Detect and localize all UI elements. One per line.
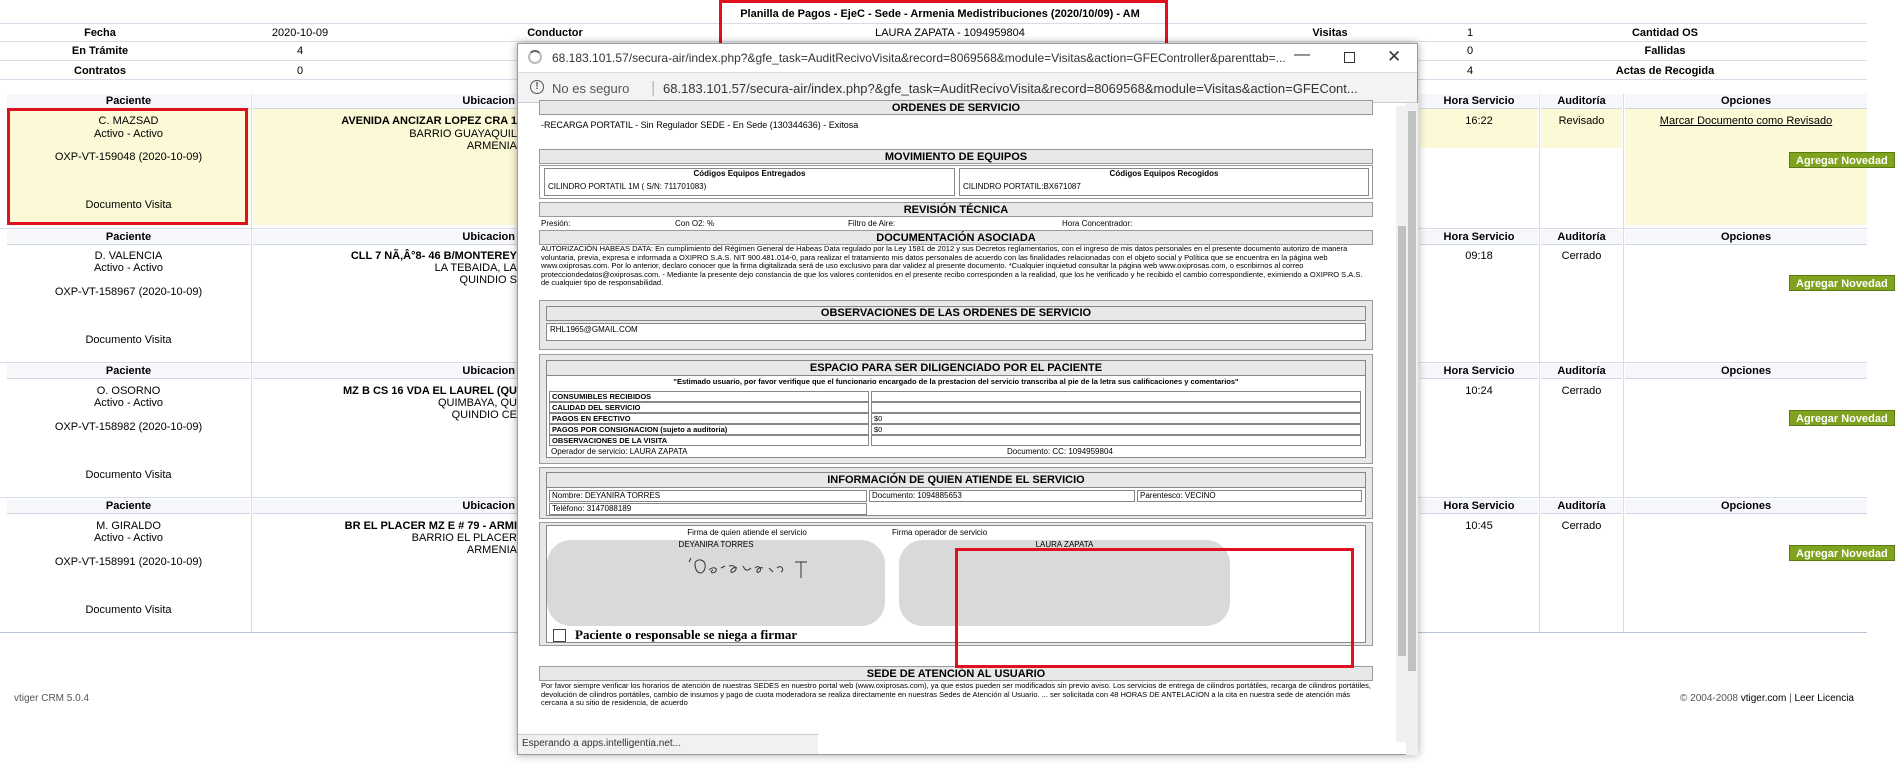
address-line-3: QUINDIO S: [459, 274, 517, 286]
planilla-title: Planilla de Pagos - EjeC - Sede - Armenia Medistribuciones (2020/10/09) - AM: [740, 8, 1140, 20]
contratos-label: Contratos: [74, 65, 126, 77]
patient-name: D. VALENCIA: [94, 250, 163, 262]
patient-status: Activo - Activo: [93, 397, 164, 409]
fecha-label: Fecha: [84, 27, 116, 39]
footer-vtiger-link[interactable]: vtiger.com: [1740, 693, 1787, 704]
con-o2-label: Con O2: %: [675, 219, 715, 228]
visitas-value: 1: [1466, 27, 1474, 39]
firma-atiende-name: DEYANIRA TORRES: [678, 540, 754, 549]
patient-status: Activo - Activo: [93, 128, 164, 140]
espacio-row-value: [871, 391, 1361, 402]
col-opciones-3: Opciones: [1625, 364, 1867, 379]
address-url: 68.183.101.57/secura-air/index.php?&gfe_task=AuditRecivoVisita&record=8069568&module=Visitas&action=GFECont...: [663, 81, 1358, 96]
ordenes-title: ORDENES DE SERVICIO: [539, 100, 1373, 115]
patient-status: Activo - Activo: [93, 262, 164, 274]
presion-label: Presión:: [541, 219, 571, 228]
agregar-novedad-button[interactable]: Agregar Novedad: [1789, 152, 1895, 168]
niega-checkbox[interactable]: [553, 629, 566, 642]
entregados-label: Códigos Equipos Entregados: [693, 169, 806, 178]
movimiento-title: MOVIMIENTO DE EQUIPOS: [539, 149, 1373, 164]
espacio-row-label: OBSERVACIONES DE LA VISITA: [549, 435, 869, 446]
telefono-field: Teléfono: 3147088189: [549, 503, 867, 515]
signature-drawing: [685, 554, 825, 590]
col-ubicacion-4: Ubicacion: [253, 499, 521, 514]
col-hora-4: Hora Servicio: [1420, 499, 1538, 514]
patient-code: OXP-VT-158967 (2020-10-09): [54, 286, 203, 298]
espacio-row-value: [871, 402, 1361, 413]
col-auditoria-3: Auditoría: [1541, 364, 1622, 379]
patient-name: M. GIRALDO: [96, 520, 161, 532]
agregar-novedad-button[interactable]: Agregar Novedad: [1789, 410, 1895, 426]
address-line-2: BARRIO GUAYAQUIL: [409, 128, 517, 140]
not-secure-label: No es seguro: [552, 81, 630, 96]
en-tramite-value: 4: [296, 45, 304, 57]
address-line-1: MZ B CS 16 VDA EL LAUREL (QU: [343, 385, 517, 397]
col-hora-2: Hora Servicio: [1420, 230, 1538, 245]
col-hora-3: Hora Servicio: [1420, 364, 1538, 379]
conductor-label: Conductor: [527, 27, 583, 39]
espacio-row: [549, 391, 1363, 402]
espacio-row: [549, 435, 1363, 446]
minimize-icon[interactable]: —: [1294, 46, 1310, 63]
documento-visita-link[interactable]: Documento Visita: [85, 469, 172, 481]
fallidas-value: 0: [1466, 45, 1474, 57]
en-tramite-label: En Trámite: [71, 45, 129, 57]
observaciones-title: OBSERVACIONES DE LAS ORDENES DE SERVICIO: [546, 306, 1366, 321]
fecha-value: 2020-10-09: [271, 27, 329, 39]
warning-icon[interactable]: !: [530, 80, 544, 94]
status-bar: Esperando a apps.intelligentia.net...: [518, 734, 818, 754]
outer-scrollbar[interactable]: [1406, 103, 1418, 755]
col-ubicacion-2: Ubicacion: [253, 230, 521, 245]
patient-code: OXP-VT-158982 (2020-10-09): [54, 421, 203, 433]
espacio-row-value: $0: [871, 424, 1361, 435]
maximize-icon[interactable]: [1344, 52, 1355, 63]
signature-pad-atiende[interactable]: [547, 540, 885, 626]
address-line-3: ARMENIA: [466, 544, 517, 556]
fallidas-label: Fallidas: [1644, 45, 1686, 57]
col-opciones-1: Opciones: [1625, 94, 1867, 109]
documento-visita-link[interactable]: Documento Visita: [85, 604, 172, 616]
espacio-row: [549, 413, 1363, 424]
footer-copyright: © 2004-2008: [1680, 693, 1738, 704]
firma-operador-label: Firma operador de servicio: [892, 528, 988, 537]
sede-title: SEDE DE ATENCIÓN AL USUARIO: [539, 666, 1373, 681]
actas-value: 4: [1466, 65, 1474, 77]
address-line-2: QUIMBAYA, QU: [437, 397, 517, 409]
espacio-row: [549, 402, 1363, 413]
documento-atiende-field: Documento: 1094885653: [869, 490, 1135, 502]
auditoria-status: Cerrado: [1561, 250, 1602, 262]
col-ubicacion-1: Ubicacion: [253, 94, 521, 109]
patient-code: OXP-VT-158991 (2020-10-09): [54, 556, 203, 568]
col-auditoria-1: Auditoría: [1541, 94, 1622, 109]
popup-content: [529, 102, 1395, 742]
address-line-1: CLL 7 NÃ‚Â°8- 46 B/MONTEREY: [350, 250, 517, 262]
popup-window-url: 68.183.101.57/secura-air/index.php?&gfe_task=AuditRecivoVisita&record=8069568&module=Visitas&action=GFEController&parenttab=...: [552, 51, 1286, 65]
espacio-row-value: [871, 435, 1361, 446]
espacio-row-label: CONSUMIBLES RECIBIDOS: [549, 391, 869, 402]
info-title: INFORMACIÓN DE QUIEN ATIENDE EL SERVICIO: [547, 473, 1365, 488]
firma-operador-name: LAURA ZAPATA: [1035, 540, 1094, 549]
col-auditoria-2: Auditoría: [1541, 230, 1622, 245]
espacio-row: [549, 424, 1363, 435]
col-paciente-3: Paciente: [7, 364, 250, 379]
address-line-1: AVENIDA ANCIZAR LOPEZ CRA 1: [341, 115, 517, 127]
address-line-3: ARMENIA: [466, 140, 517, 152]
contratos-value: 0: [296, 65, 304, 77]
revision-title: REVISIÓN TÉCNICA: [539, 202, 1373, 217]
address-separator: |: [651, 78, 656, 97]
hora-servicio: 10:45: [1465, 520, 1493, 532]
recogidos-value: CILINDRO PORTATIL:BX671087: [963, 182, 1081, 191]
footer-version: vtiger CRM 5.0.4: [14, 693, 90, 704]
col-paciente-2: Paciente: [7, 230, 250, 245]
signature-pad-operador[interactable]: [899, 540, 1230, 626]
popup-address-bar[interactable]: [518, 73, 1417, 103]
espacio-row-label: PAGOS POR CONSIGNACION (sujeto a auditoria): [549, 424, 869, 435]
col-ubicacion-3: Ubicacion: [253, 364, 521, 379]
marcar-revisado-link[interactable]: Marcar Documento como Revisado: [1659, 115, 1833, 127]
hora-servicio: 10:24: [1465, 385, 1493, 397]
recogidos-label: Códigos Equipos Recogidos: [1109, 169, 1219, 178]
observaciones-value: RHL1965@GMAIL.COM: [546, 323, 1366, 341]
popup-window: [517, 43, 1418, 755]
address-line-1: BR EL PLACER MZ E # 79 - ARMI: [344, 520, 517, 532]
agregar-novedad-button[interactable]: Agregar Novedad: [1789, 545, 1895, 561]
cantidad-os-label: Cantidad OS: [1631, 27, 1698, 39]
operador-label: Operador de servicio: LAURA ZAPATA: [551, 447, 688, 456]
parentesco-field: Parentesco: VECINO: [1137, 490, 1362, 502]
documento-visita-link[interactable]: Documento Visita: [85, 199, 172, 211]
address-line-3: QUINDIO CE: [451, 409, 517, 421]
col-hora-1: Hora Servicio: [1420, 94, 1538, 109]
espacio-title: ESPACIO PARA SER DILIGENCIADO POR EL PACIENTE: [547, 361, 1365, 376]
documento-visita-link[interactable]: Documento Visita: [85, 334, 172, 346]
col-auditoria-4: Auditoría: [1541, 499, 1622, 514]
entregados-value: CILINDRO PORTATIL 1M ( S/N: 711701083): [548, 182, 707, 191]
hora-servicio: 16:22: [1465, 115, 1493, 127]
agregar-novedad-button[interactable]: Agregar Novedad: [1789, 275, 1895, 291]
footer-sep: |: [1789, 693, 1792, 704]
espacio-note: "Estimado usuario, por favor verifique que el funcionario encargado de la prestacion del servicio transcriba al pie de la letra sus calificaciones y comentarios": [673, 377, 1239, 386]
auditoria-status: Cerrado: [1561, 385, 1602, 397]
espacio-row-label: PAGOS EN EFECTIVO: [549, 413, 869, 424]
patient-code: OXP-VT-159048 (2020-10-09): [54, 151, 203, 163]
espacio-row-value: $0: [871, 413, 1361, 424]
footer-license-link[interactable]: Leer Licencia: [1794, 693, 1854, 704]
documentacion-title: DOCUMENTACIÓN ASOCIADA: [539, 230, 1373, 245]
espacio-row-label: CALIDAD DEL SERVICIO: [549, 402, 869, 413]
close-icon[interactable]: ✕: [1387, 47, 1402, 66]
actas-label: Actas de Recogida: [1615, 65, 1715, 77]
hora-servicio: 09:18: [1465, 250, 1493, 262]
visitas-label: Visitas: [1312, 27, 1348, 39]
auditoria-status: Cerrado: [1561, 520, 1602, 532]
address-line-2: LA TEBAIDA, LA: [434, 262, 517, 274]
filtro-label: Filtro de Aire:: [848, 219, 896, 228]
col-opciones-4: Opciones: [1625, 499, 1867, 514]
conductor-value: LAURA ZAPATA - 1094959804: [875, 27, 1025, 39]
popup-titlebar[interactable]: [518, 44, 1417, 73]
habeas-data-text: AUTORIZACIÓN HABEAS DATA: En cumplimiento del Régimen General de Habeas Data regulado por la Ley 1581 de 2012 y sus Decretos reglamentarios, con el ingreso de mis datos personales en el presente documento autorizo de manera voluntaria, previa, expresa e informada a OXIPRO S.A.S. NIT 900.481.014-0, para realizar el tratamiento mis datos personales de acuerdo con las finalidades relacionadas con el objeto social y Política que se encuentra en la página web www.oxiprosas.com. Por lo anterior, declaro conocer que la firma digitalizada será de uso exclusivo para dar validez al presente documento. *Cualquier inquietud consultar la página web www.oxiprosas.com, o escribirnos al correo protecciondedatos@oxiprosas.com. - Mediante la presente dejo constancia de que los valores contenidos en el presente recibo corresponden a la realidad, que los he verificado y he recibido el cambio correspondiente, eximiendo a OXIPRO S.A.S. de cualquier tipo de responsabilidad.: [541, 244, 1363, 287]
col-paciente-1: Paciente: [7, 94, 250, 109]
footer-links: [1680, 693, 1854, 704]
col-paciente-4: Paciente: [7, 499, 250, 514]
ordenes-line: -RECARGA PORTATIL - Sin Regulador SEDE - En Sede (130344636) - Exitosa: [541, 120, 859, 130]
documento-operador-label: Documento: CC: 1094959804: [1007, 447, 1113, 456]
patient-name: O. OSORNO: [96, 385, 161, 397]
loading-spinner-icon: [528, 50, 542, 64]
niega-label: Paciente o responsable se niega a firmar: [575, 627, 798, 642]
patient-status: Activo - Activo: [93, 532, 164, 544]
nombre-field: Nombre: DEYANIRA TORRES: [549, 490, 867, 502]
firma-atiende-label: Firma de quien atiende el servicio: [687, 528, 807, 537]
hora-concentrador-label: Hora Concentrador:: [1062, 219, 1133, 228]
col-opciones-2: Opciones: [1625, 230, 1867, 245]
auditoria-status: Revisado: [1558, 115, 1605, 127]
address-line-2: BARRIO EL PLACER: [411, 532, 517, 544]
sede-text: Por favor siempre verificar los horarios de atención de nuestras SEDES en nuestro portal web (www.oxiprosas.com), ya que estos pueden ser modificados sin previo aviso. Los servicios de entrega de cilindros portátiles, recarga de cilindros portátiles, devolución de cilindros portátiles, cambio de insumos y pago de cuota moderadora se realiza directamente en nuestras Sedes de Atención al Usuario. ... ser solicitada con 48 HORAS DE ANTELACION a la cita en nuestra sede de atención más cercana a su sitio de residencia, de acuerdo: [541, 681, 1371, 707]
patient-name: C. MAZSAD: [98, 115, 159, 127]
